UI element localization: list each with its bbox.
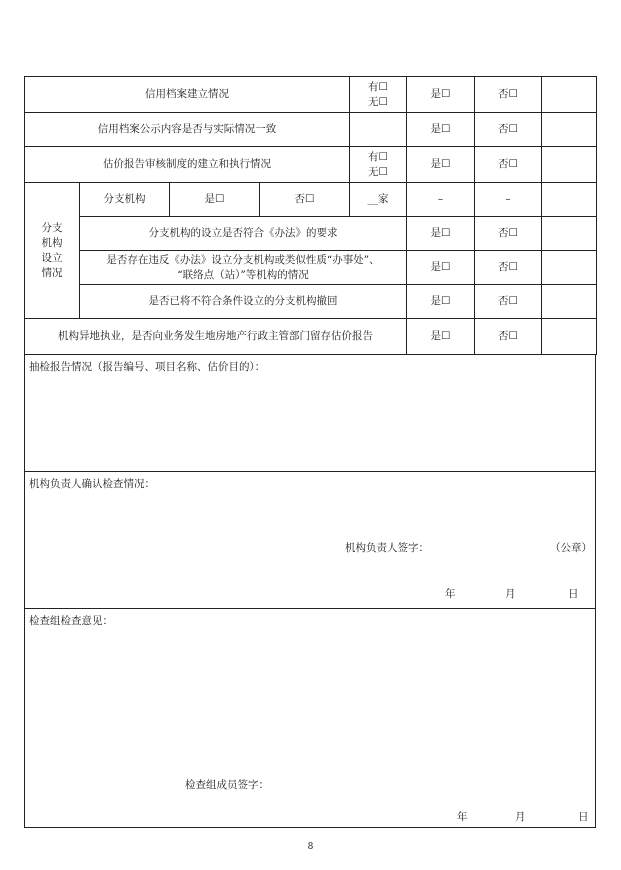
team-sign-label: 检查组成员签字： [185,779,269,791]
month-label: 月 [505,588,516,600]
branch-count-field[interactable]: __家 [350,183,407,217]
head-confirm-label: 机构负责人确认检查情况： [29,478,155,490]
row-branch-violate [25,251,597,285]
row-branch-revoke [25,285,597,319]
year-label: 年 [457,811,468,823]
branch-revoke-label: 是否已将不符合条件设立的分支机构撤回 [80,285,407,319]
day-label: 日 [578,811,589,823]
blank-cell [542,319,597,355]
review-system-options [350,147,407,183]
no-checkbox[interactable]: 否☐ [475,319,542,355]
inspection-form [24,76,596,828]
none-checkbox[interactable]: 无☐ [368,165,388,178]
credit-archive-label: 信用档案建立情况 [25,77,350,113]
page-number: 8 [307,842,314,852]
row-branch-first [25,183,597,217]
yes-checkbox[interactable]: 是☐ [170,183,260,217]
head-confirm-section[interactable] [24,472,596,609]
row-credit-archive [25,77,597,113]
credit-archive-options [350,77,407,113]
row-archive-public [25,113,597,147]
blank-cell [542,147,597,183]
dash-cell: – [475,183,542,217]
archive-public-label: 信用档案公示内容是否与实际情况一致 [25,113,350,147]
sample-check-label: 抽检报告情况（报告编号、项目名称、估价目的）： [29,361,266,373]
row-review-system [25,147,597,183]
head-sign-label: 机构负责人签字： [345,542,429,554]
blank-cell [350,113,407,147]
yes-checkbox[interactable]: 是☐ [407,285,475,319]
year-label: 年 [445,588,456,600]
no-checkbox[interactable]: 否☐ [475,285,542,319]
no-checkbox[interactable]: 否☐ [475,217,542,251]
day-label: 日 [568,588,579,600]
yes-checkbox[interactable]: 是☐ [407,77,475,113]
has-checkbox[interactable]: 有☐ [368,150,388,163]
month-label: 月 [515,811,526,823]
team-opinion-section[interactable] [24,609,596,828]
blank-cell [542,77,597,113]
inspection-table [24,76,597,355]
blank-cell [542,217,597,251]
blank-cell [542,251,597,285]
yes-checkbox[interactable]: 是☐ [407,113,475,147]
no-checkbox[interactable]: 否☐ [475,251,542,285]
blank-cell [542,183,597,217]
blank-cell [542,285,597,319]
yes-checkbox[interactable]: 是☐ [407,217,475,251]
branch-violate-label: 是否存在违反《办法》设立分支机构或类似性质“办事处”、 “联络点（站）”等机构的情况 [80,251,407,285]
remote-practice-label: 机构异地执业，是否向业务发生地房地产行政主管部门留存估价报告 [25,319,407,355]
branch-comply-label: 分支机构的设立是否符合《办法》的要求 [80,217,407,251]
yes-checkbox[interactable]: 是☐ [407,251,475,285]
yes-checkbox[interactable]: 是☐ [407,319,475,355]
no-checkbox[interactable]: 否☐ [475,77,542,113]
branch-label: 分支机构 [80,183,170,217]
review-system-label: 估价报告审核制度的建立和执行情况 [25,147,350,183]
row-remote-practice [25,319,597,355]
none-checkbox[interactable]: 无☐ [368,95,388,108]
no-checkbox[interactable]: 否☐ [475,113,542,147]
no-checkbox[interactable]: 否☐ [475,147,542,183]
seal-label: （公章） [550,542,592,554]
no-checkbox[interactable]: 否☐ [260,183,350,217]
has-checkbox[interactable]: 有☐ [368,80,388,93]
sample-check-section[interactable] [24,355,596,472]
branch-side-label: 分支 机构 设立 情况 [25,183,80,319]
yes-checkbox[interactable]: 是☐ [407,147,475,183]
blank-cell [542,113,597,147]
dash-cell: – [407,183,475,217]
row-branch-comply [25,217,597,251]
team-opinion-label: 检查组检查意见： [29,615,113,627]
